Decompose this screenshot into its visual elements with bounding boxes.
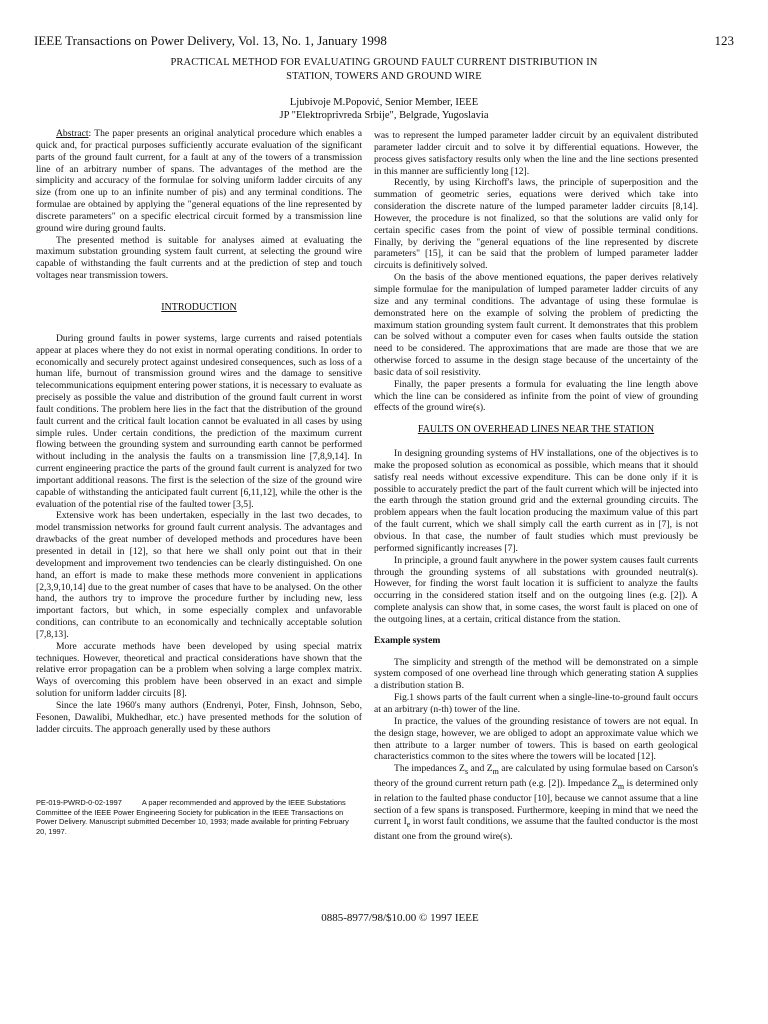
faults-heading: FAULTS ON OVERHEAD LINES NEAR THE STATION [417,424,655,436]
right-paragraph-5: In designing grounding systems of HV installations, one of the objectives is to make the proposed solution as economical as possible, which means that it should satisfy real needs without excessive expenditure. This can be done only if it is possible to accurately predict the part of the fault current which will be injected into the earth through the station ground grid and the external grounding circuits. The problem appears when the fault location producing the maximum value of this part of the fault current, which we shall simply call the earth current as in [7], is not obvious. In that case, the number of fault studies which must previously be performed significantly increases [7]. [374,448,698,554]
author-name: Ljubivoje M.Popović, Senior Member, IEEE [289,97,479,108]
p10-text-d: is determined only in relation to the faulted phase conductor [10], because we cannot assume that a line section of a few spans is transposed. Furthermore, keeping in mind that we need the current I [374,777,698,828]
introduction-paragraph-2: Extensive work has been undertaken, especially in the last two decades, to model transmission networks for ground fault current analysis. The advantages and drawbacks of the great number of developed methods and procedures have been presented in detail in [12], so that here we shall only point out that in their development and improvement two tendencies can be clearly distinguished. On one hand, an effort is made to make these methods more convenient in applications [2,3,9,10,14] due to the great number of cases that have to be analysed. On the other hand, the authors try to improve the procedure further by including new, less important factors, but which, in some especially complex and unfavorable conditions, can contribute to an economically and technically acceptable solution [7,8,13]. [36,510,362,640]
right-paragraph-8: Fig.1 shows parts of the fault current when a single-line-to-ground fault occurs at an arbitrary (n-th) tower of the line. [374,692,698,715]
p10-text-c: are calculated by using formulae based on Carson's theory of the ground current return path (e.g. [2]). Impedance Z [374,763,699,789]
p10-text-b: and Z [468,763,493,775]
copyright-line: 0885-8977/98/$10.00 © 1997 IEEE [321,912,479,924]
introduction-paragraph-1: During ground faults in power systems, large currents and raised potentials appear at places where they do not exist in normal operating conditions. In order to economically and securely protect against undesired consequences, such as loss of a human life, burnout of transmission ground wires and the damage to sensitive telecommunications equipment entering power stations, it is necessary to evaluate as precisely as possible the value and distribution of the ground fault current in worst fault conditions. The problem here lies in the fact that the distribution of the ground fault current and the critical fault location cannot be evaluated in all cases by using simple rules. Under certain conditions, the prediction of the maximum current flowing between the grounding system and surrounding earth cannot be performed without including in the analysis the faults on a transmission line [7,8,9,14]. In current engineering practice the parts of the ground fault current is analyzed for two important additional reasons. The first is the selection of the size of the ground wire capable of withstanding the anticipated fault current [6,11,12], while the other is the evaluation of the potential rise of the faulted tower [3,5]. [36,332,362,510]
introduction-paragraph-4: Since the late 1960's many authors (Endrenyi, Poter, Finsh, Johnson, Sebo, Fesonen, Dawalibi, Mukhedhar, etc.) have presented methods for the solution of ladder circuits. The approach generally used by these authors [36,699,362,735]
introduction-heading: INTRODUCTION [161,301,237,313]
right-paragraph-7: The simplicity and strength of the method will be demonstrated on a simple system composed of one overhead line through which generating station A supplies a distribution station B. [374,656,698,692]
manuscript-footnote [36,798,358,836]
p10-text-f: in worst fault conditions, we assume that the faulted conductor is the most distant one from the ground wire(s). [374,816,698,843]
page-number: 123 [714,33,734,48]
footnote-text: A paper recommended and approved by the IEEE Substations Committee of the IEEE Power Engineering Society for publication in the IEEE Transactions on Power Delivery. Manuscript submitted December 10, 1993; made available for printing February 20, 1997. [36,798,349,836]
abstract-label: Abstract [56,128,89,139]
right-paragraph-9: In practice, the values of the grounding resistance of towers are not equal. In the design stage, however, we are obliged to adopt an approximate value which we then attribute to a larger number of towers. This is based on earth geological characteristics common to the sites where the towers will be located [12]. [374,715,698,763]
right-paragraph-3: On the basis of the above mentioned equations, the paper derives relatively simple formulae for the manipulation of lumped parameter ladder circuits of any size and any terminal conditions. The advantage of using these formulae is demonstrated here on the example of solving the problem of predicting the maximum station grounding system fault current. It demonstrates that this problem can be solved without a computer even for cases when faults outside the station need to be considered. The approximations that are made are those that we are otherwise forced to assume in the design stage because of the uncertainty of the basic data of soil resistivity. [374,272,698,378]
right-column [374,130,698,843]
right-paragraph-10 [374,763,698,843]
title-line-1: PRACTICAL METHOD FOR EVALUATING GROUND FAULT CURRENT DISTRIBUTION IN [170,57,598,68]
subscript-s: s [464,767,469,777]
abstract-paragraph-2: The presented method is suitable for analyses aimed at evaluating the maximum substation grounding system fault current, at selecting the ground wire capable of withstanding the fault currents and at the prediction of step and touch voltages near transmission towers. [36,234,362,282]
running-header [34,33,734,49]
manuscript-code: PE-019-PWRD-0-02-1997 [36,798,122,807]
abstract-text-1: : The paper presents an original analytical procedure which enables a quick and, for practical purposes sufficiently accurate evaluation of the significant parts of the ground fault current, for a fault at any of the towers of a transmission line of an arbitrary number of spans. The advantages of the method are the simplicity and accuracy of the formulae for solving uniform ladder circuits of any size (from one up to an infinite number of pis) and any terminal conditions. The formulae are obtained by applying the "general equations of the line represented by discrete parameters" on a specific electrical circuit formed by a transmission line ground wire during ground faults. [36,128,362,234]
right-paragraph-4: Finally, the paper presents a formula for evaluating the line length above which the line can be considered as infinite from the point of view of grounding effects of the ground wire(s). [374,378,698,414]
right-paragraph-2: Recently, by using Kirchoff's laws, the principle of superposition and the summation of geometric series, equations were derived which take into consideration the discrete nature of the lumped parameter ladder circuits [8,14]. However, the procedure is not finalized, so that the solutions are valid only for certain specific cases from the point of view of possible terminal conditions. Finally, by deriving the "general equations of the line represented by discrete parameters" [15], it can be said that the problem of lumped parameter ladder circuits is definitively solved. [374,177,698,272]
subscript-e: e [406,820,411,830]
abstract-paragraph-1 [36,128,362,235]
introduction-paragraph-3: More accurate methods have been developed by using special matrix techniques. However, theoretical and practical considerations have shown that the relative error propagation can be a problem when solving a large complex matrix. Ways of overcoming this problem have been observed in an exact and simple solution for uniform ladder circuits [8]. [36,640,362,700]
author-affiliation: JP "Elektroprivreda Srbije", Belgrade, Yugoslavia [279,110,489,121]
left-column [36,128,362,736]
title-line-2: STATION, TOWERS AND GROUND WIRE [286,71,482,82]
paper-title [120,56,648,84]
right-paragraph-1: was to represent the lumped parameter ladder circuit by an equivalent distributed parameter ladder circuit and to solve it by differential equations. However, the process gives satisfactory results only when the line and the line sections presented in this manner are sufficiently long [12]. [374,130,698,177]
p10-text-a: The impedances Z [394,763,465,775]
example-system-heading: Example system [374,634,441,646]
author-block [200,96,568,122]
journal-citation: IEEE Transactions on Power Delivery, Vol. 13, No. 1, January 1998 [34,33,387,48]
subscript-m-2: m [617,781,625,791]
right-paragraph-6: In principle, a ground fault anywhere in the power system causes fault currents through the grounding systems of all substations with grounded neutral(s). However, for finding the worst fault location it is sufficient to analyze the faults occurring in the considered station itself and on the outgoing lines (e.g. [2]). A complete analysis can show that, in some cases, the worst fault is placed on one of the outgoing lines, at a certain, critical distance from the station. [374,554,698,625]
subscript-m: m [492,767,499,777]
